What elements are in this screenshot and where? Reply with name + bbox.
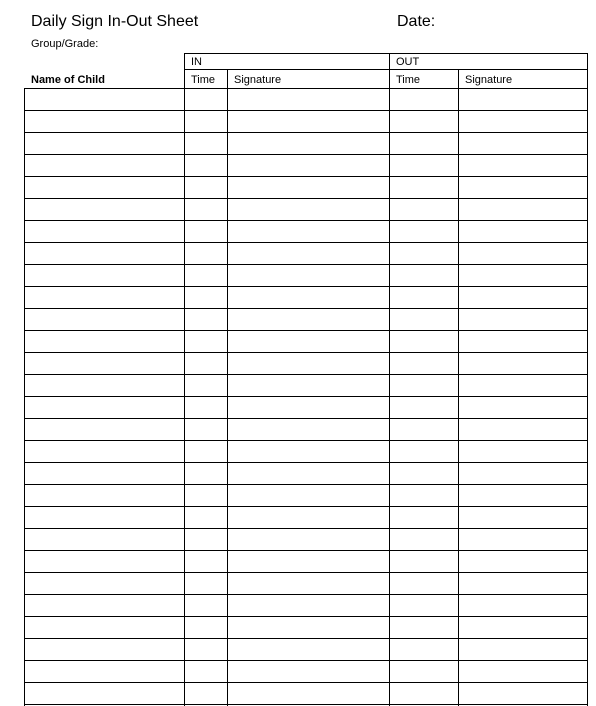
in-time-cell[interactable] (185, 375, 227, 396)
table-row (24, 199, 588, 221)
in-time-cell[interactable] (185, 243, 227, 264)
table-row (24, 683, 588, 705)
table-row (24, 309, 588, 331)
out-signature-cell[interactable] (459, 397, 587, 418)
in-time-cell[interactable] (185, 199, 227, 220)
in-time-cell[interactable] (185, 595, 227, 616)
out-time-cell[interactable] (390, 661, 458, 682)
table-row (24, 331, 588, 353)
child-name-cell[interactable] (25, 397, 184, 418)
out-time-cell[interactable] (390, 353, 458, 374)
out-time-cell[interactable] (390, 221, 458, 242)
in-time-cell[interactable] (185, 265, 227, 286)
in-signature-cell[interactable] (228, 89, 389, 110)
in-time-cell[interactable] (185, 507, 227, 528)
in-time-cell[interactable] (185, 573, 227, 594)
out-time-cell[interactable] (390, 683, 458, 704)
out-header: OUT (396, 56, 420, 68)
child-name-cell[interactable] (25, 177, 184, 198)
in-signature-cell[interactable] (228, 243, 389, 264)
child-name-cell[interactable] (25, 375, 184, 396)
in-signature-cell[interactable] (228, 111, 389, 132)
out-signature-cell[interactable] (459, 463, 587, 484)
child-name-cell[interactable] (25, 353, 184, 374)
child-name-cell[interactable] (25, 309, 184, 330)
table-row (24, 243, 588, 265)
out-time-cell[interactable] (390, 529, 458, 550)
table-row (24, 529, 588, 551)
row-divider (24, 704, 588, 705)
in-signature-cell[interactable] (228, 155, 389, 176)
out-signature-cell[interactable] (459, 529, 587, 550)
table-row (24, 265, 588, 287)
in-signature-cell[interactable] (228, 397, 389, 418)
out-signature-cell[interactable] (459, 639, 587, 660)
in-signature-cell[interactable] (228, 265, 389, 286)
in-time-cell[interactable] (185, 529, 227, 550)
out-time-cell[interactable] (390, 617, 458, 638)
out-signature-cell[interactable] (459, 573, 587, 594)
in-signature-cell[interactable] (228, 507, 389, 528)
in-time-cell[interactable] (185, 551, 227, 572)
table-row (24, 397, 588, 419)
out-signature-cell[interactable] (459, 287, 587, 308)
in-signature-cell[interactable] (228, 661, 389, 682)
child-name-cell[interactable] (25, 683, 184, 704)
in-time-cell[interactable] (185, 485, 227, 506)
out-signature-cell[interactable] (459, 133, 587, 154)
table-row (24, 639, 588, 661)
child-name-cell[interactable] (25, 199, 184, 220)
table-row (24, 573, 588, 595)
in-time-header: Time (191, 74, 216, 86)
in-signature-cell[interactable] (228, 441, 389, 462)
out-time-cell[interactable] (390, 287, 458, 308)
child-name-cell[interactable] (25, 243, 184, 264)
in-time-cell[interactable] (185, 617, 227, 638)
out-time-cell[interactable] (390, 507, 458, 528)
out-signature-cell[interactable] (459, 419, 587, 440)
in-signature-cell[interactable] (228, 617, 389, 638)
in-time-cell[interactable] (185, 89, 227, 110)
out-time-cell[interactable] (390, 595, 458, 616)
child-name-cell[interactable] (25, 287, 184, 308)
out-signature-cell[interactable] (459, 199, 587, 220)
out-time-cell[interactable] (390, 639, 458, 660)
in-signature-cell[interactable] (228, 309, 389, 330)
table-row (24, 133, 588, 155)
in-time-cell[interactable] (185, 683, 227, 704)
out-signature-cell[interactable] (459, 243, 587, 264)
in-signature-cell[interactable] (228, 485, 389, 506)
out-time-cell[interactable] (390, 463, 458, 484)
in-signature-header: Signature (234, 74, 282, 86)
in-signature-cell[interactable] (228, 177, 389, 198)
out-time-cell[interactable] (390, 573, 458, 594)
out-time-cell[interactable] (390, 177, 458, 198)
in-signature-cell[interactable] (228, 595, 389, 616)
in-header: IN (191, 56, 202, 68)
title: Daily Sign In-Out Sheet (31, 13, 199, 30)
out-signature-header: Signature (465, 74, 513, 86)
table-row (24, 661, 588, 683)
in-signature-cell[interactable] (228, 287, 389, 308)
out-signature-cell[interactable] (459, 507, 587, 528)
table-row (24, 507, 588, 529)
out-signature-cell[interactable] (459, 661, 587, 682)
child-name-cell[interactable] (25, 639, 184, 660)
in-time-cell[interactable] (185, 353, 227, 374)
in-time-cell[interactable] (185, 309, 227, 330)
child-name-cell[interactable] (25, 551, 184, 572)
in-time-cell[interactable] (185, 661, 227, 682)
child-name-cell[interactable] (25, 89, 184, 110)
in-signature-cell[interactable] (228, 419, 389, 440)
out-signature-cell[interactable] (459, 441, 587, 462)
date-label: Date: (397, 13, 436, 30)
in-signature-cell[interactable] (228, 353, 389, 374)
out-time-cell[interactable] (390, 375, 458, 396)
out-time-cell[interactable] (390, 551, 458, 572)
table-row (24, 287, 588, 309)
name-of-child-header: Name of Child (31, 74, 105, 86)
table-row (24, 617, 588, 639)
out-signature-cell[interactable] (459, 683, 587, 704)
in-signature-cell[interactable] (228, 331, 389, 352)
child-name-cell[interactable] (25, 573, 184, 594)
child-name-cell[interactable] (25, 507, 184, 528)
child-name-cell[interactable] (25, 485, 184, 506)
out-time-cell[interactable] (390, 111, 458, 132)
child-name-cell[interactable] (25, 441, 184, 462)
in-time-cell[interactable] (185, 111, 227, 132)
child-name-cell[interactable] (25, 331, 184, 352)
table-row (24, 485, 588, 507)
table-row (24, 463, 588, 485)
out-time-cell[interactable] (390, 133, 458, 154)
out-signature-cell[interactable] (459, 617, 587, 638)
in-signature-cell[interactable] (228, 199, 389, 220)
table-row (24, 155, 588, 177)
in-time-cell[interactable] (185, 331, 227, 352)
in-signature-cell[interactable] (228, 573, 389, 594)
in-time-cell[interactable] (185, 463, 227, 484)
out-time-cell[interactable] (390, 419, 458, 440)
out-time-cell[interactable] (390, 89, 458, 110)
out-signature-cell[interactable] (459, 265, 587, 286)
out-time-cell[interactable] (390, 309, 458, 330)
in-signature-cell[interactable] (228, 683, 389, 704)
out-time-cell[interactable] (390, 485, 458, 506)
in-signature-cell[interactable] (228, 529, 389, 550)
in-time-cell[interactable] (185, 419, 227, 440)
out-signature-cell[interactable] (459, 221, 587, 242)
in-signature-cell[interactable] (228, 463, 389, 484)
child-name-cell[interactable] (25, 529, 184, 550)
in-time-cell[interactable] (185, 639, 227, 660)
child-name-cell[interactable] (25, 617, 184, 638)
child-name-cell[interactable] (25, 419, 184, 440)
in-signature-cell[interactable] (228, 551, 389, 572)
child-name-cell[interactable] (25, 133, 184, 154)
out-time-cell[interactable] (390, 331, 458, 352)
out-signature-cell[interactable] (459, 309, 587, 330)
table-row (24, 353, 588, 375)
child-name-cell[interactable] (25, 155, 184, 176)
table-row (24, 111, 588, 133)
in-time-cell[interactable] (185, 441, 227, 462)
out-signature-cell[interactable] (459, 551, 587, 572)
group-grade-label: Group/Grade: (31, 38, 99, 50)
out-time-cell[interactable] (390, 243, 458, 264)
table-row (24, 375, 588, 397)
child-name-cell[interactable] (25, 111, 184, 132)
in-time-cell[interactable] (185, 155, 227, 176)
in-time-cell[interactable] (185, 177, 227, 198)
in-time-cell[interactable] (185, 133, 227, 154)
in-time-cell[interactable] (185, 397, 227, 418)
child-name-cell[interactable] (25, 265, 184, 286)
child-name-cell[interactable] (25, 221, 184, 242)
in-signature-cell[interactable] (228, 221, 389, 242)
out-signature-cell[interactable] (459, 177, 587, 198)
in-signature-cell[interactable] (228, 375, 389, 396)
child-name-cell[interactable] (25, 661, 184, 682)
out-signature-cell[interactable] (459, 111, 587, 132)
out-signature-cell[interactable] (459, 485, 587, 506)
table-row (24, 441, 588, 463)
out-signature-cell[interactable] (459, 89, 587, 110)
in-time-cell[interactable] (185, 221, 227, 242)
table-row (24, 595, 588, 617)
table-row (24, 551, 588, 573)
out-time-cell[interactable] (390, 155, 458, 176)
in-signature-cell[interactable] (228, 639, 389, 660)
out-time-cell[interactable] (390, 441, 458, 462)
out-signature-cell[interactable] (459, 353, 587, 374)
in-signature-cell[interactable] (228, 133, 389, 154)
table-row (24, 177, 588, 199)
table-row (24, 419, 588, 441)
out-time-header: Time (396, 74, 421, 86)
out-time-cell[interactable] (390, 397, 458, 418)
in-time-cell[interactable] (185, 287, 227, 308)
out-signature-cell[interactable] (459, 155, 587, 176)
table-row (24, 221, 588, 243)
out-signature-cell[interactable] (459, 375, 587, 396)
out-time-cell[interactable] (390, 265, 458, 286)
table-row (24, 89, 588, 111)
child-name-cell[interactable] (25, 595, 184, 616)
child-name-cell[interactable] (25, 463, 184, 484)
out-signature-cell[interactable] (459, 331, 587, 352)
out-time-cell[interactable] (390, 199, 458, 220)
out-signature-cell[interactable] (459, 595, 587, 616)
